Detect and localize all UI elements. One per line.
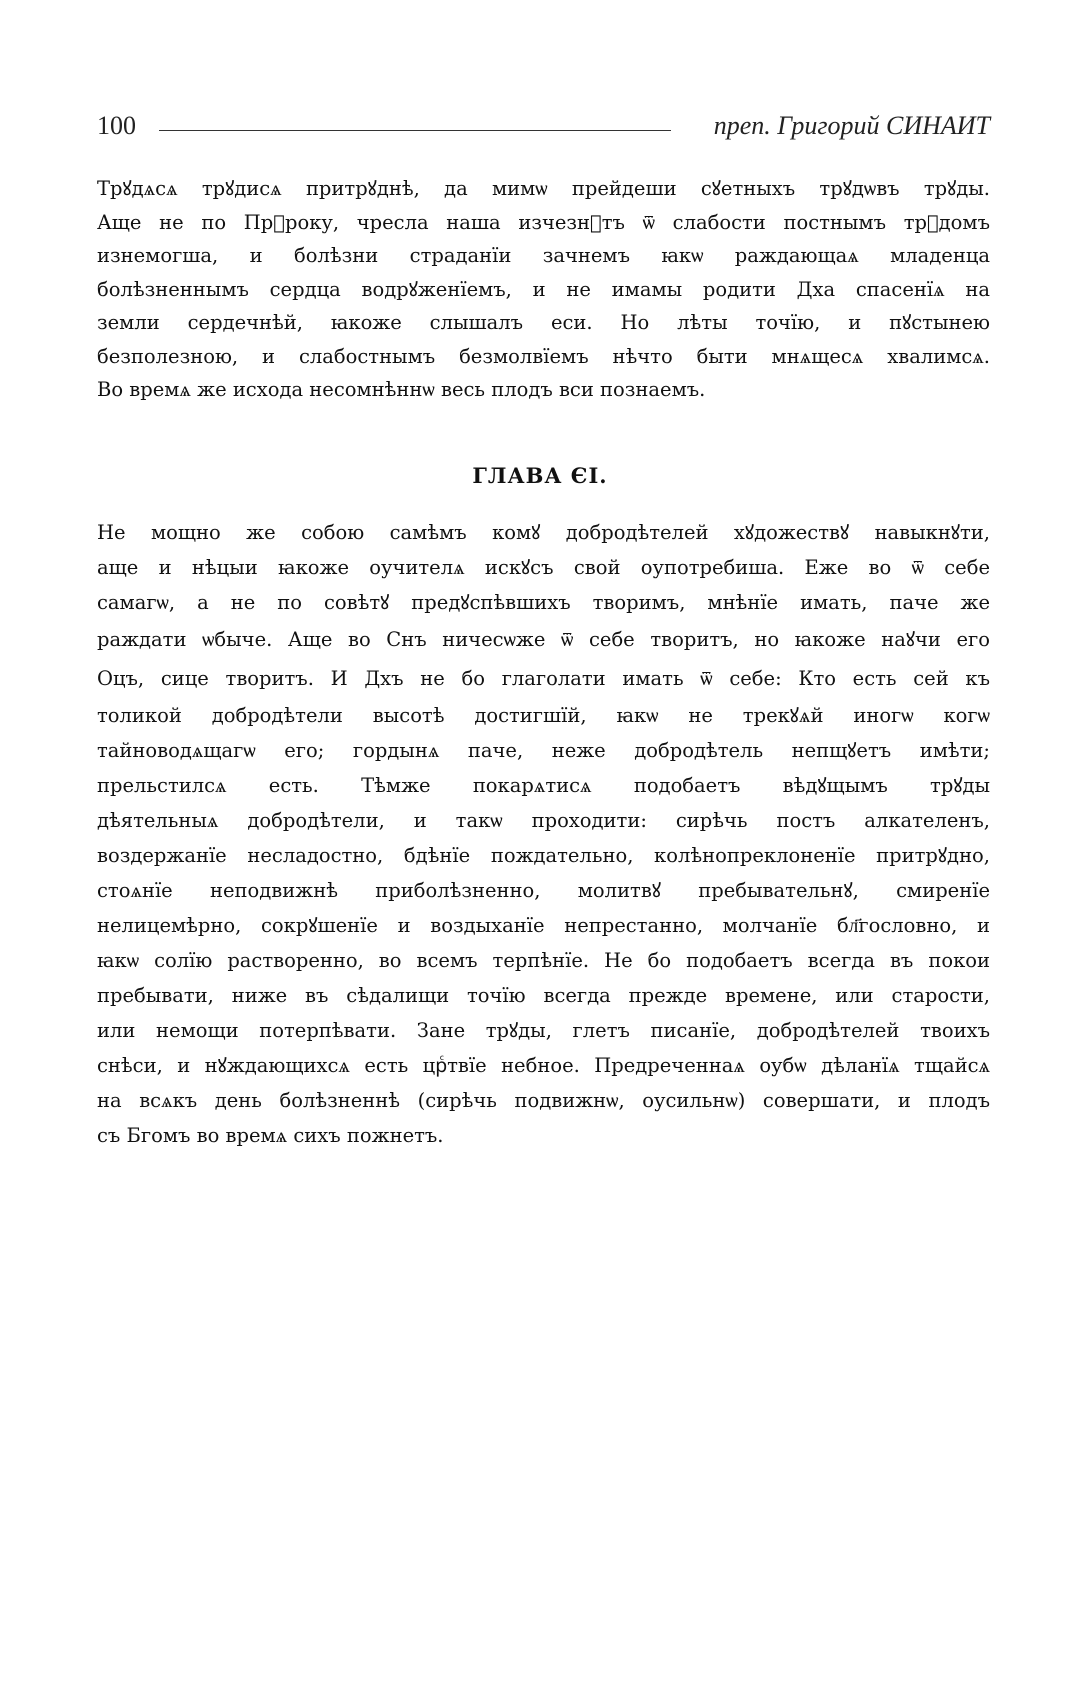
paragraph-1 bbox=[97, 172, 990, 407]
page-header bbox=[97, 108, 990, 144]
text-line: ꙗкѡ солїю растворенно, во всемъ терпѣнїе. Не бо подобаетъ всегда въ покои bbox=[97, 949, 990, 972]
text-line: воздержанїе несладостно, бдѣнїе пождательно, колѣнопреклоненїе притрꙋдно, bbox=[97, 844, 990, 867]
text-line: Оцъ, сице творитъ. И Дхъ не бо глаголати имать ѿ себе: Кто есть сей къ bbox=[97, 667, 990, 690]
text-line: тайноводѧщагѡ его; гордынѧ паче, неже добродѣтель непщꙋетъ имѣти; bbox=[97, 739, 990, 762]
text-line: нелицемѣрно, сокрꙋшенїе и воздыханїе непрестанно, молчанїе бл҃гословно, и bbox=[97, 914, 990, 937]
text-line: пребывати, ниже въ сѣдалищи точїю всегда прежде времене, или старости, bbox=[97, 984, 990, 1007]
header-rule bbox=[159, 130, 671, 131]
text-line: Трꙋдѧсѧ трꙋдисѧ притрꙋднѣ, да мимѡ прейдеши сꙋетныхъ трꙋдѡвъ трꙋды. bbox=[97, 177, 990, 200]
text-line: стоѧнїе неподвижнѣ приболѣзненно, молитвꙋ пребывательнꙋ, смиренїе bbox=[97, 879, 990, 902]
text-line: дѣятельныѧ добродѣтели, и такѡ проходити: сирѣчь постъ алкателенъ, bbox=[97, 809, 990, 832]
text-line: Во времѧ же исхода несомнѣннѡ весь плодъ вси познаемъ. bbox=[97, 378, 706, 401]
text-line: прельстилсѧ есть. Тѣмже покарѧтисѧ подобаетъ вѣдꙋщымъ трꙋды bbox=[97, 774, 990, 797]
text-line: болѣзненнымъ сердца водрꙋженїемъ, и не имамы родити Дха спасенїѧ на bbox=[97, 277, 990, 301]
paragraph-2 bbox=[97, 515, 990, 1153]
page-number: 100 bbox=[97, 111, 136, 140]
text-line: Аще не по Прⷪроку, чресла наша изчезнꙋтъ ѿ слабости постнымъ трꙋдомъ bbox=[97, 210, 990, 234]
text-line: земли сердечнѣй, ꙗкоже слышалъ еси. Но лѣты точїю, и пꙋстынею bbox=[97, 311, 990, 334]
text-line: аще и нѣцыи ꙗкоже оучителѧ искꙋсъ свой оупотребиша. Еже во ѿ себе bbox=[97, 556, 990, 579]
text-line: самагѡ, а не по совѣтꙋ предꙋспѣвшихъ творимъ, мнѣнїе имать, паче же bbox=[97, 591, 990, 614]
chapter-heading: ГЛАВА ЄІ. bbox=[472, 463, 608, 488]
text-line: толикой добродѣтели высотѣ достигшїй, ꙗкѡ не трекꙋѧй иногѡ когѡ bbox=[97, 704, 990, 727]
running-title: преп. Григорий СИНАИТ bbox=[713, 111, 990, 140]
text-line: на всѧкъ день болѣзненнѣ (сирѣчь подвижнѡ, оусильнѡ) совершати, и плодъ bbox=[97, 1089, 990, 1112]
text-line: изнемогша, и болѣзни страданїи зачнемъ ꙗкѡ раждающаѧ младенца bbox=[97, 244, 990, 267]
text-line: снѣси, и нꙋждающихсѧ есть црⷭтвїе небное. Предреченнаѧ оубѡ дѣланїѧ тщайсѧ bbox=[97, 1054, 990, 1077]
text-line: безполезною, и слабостнымъ безмолвїемъ нѣчто быти мнѧщесѧ хвалимсѧ. bbox=[97, 344, 990, 368]
text-line: съ Бгомъ во времѧ сихъ пожнетъ. bbox=[97, 1124, 444, 1147]
text-line: Не мощно же собою самѣмъ комꙋ добродѣтелей хꙋдожествꙋ навыкнꙋти, bbox=[97, 521, 990, 544]
text-line: раждати ѡбыче. Аще во Снъ ничесѡже ѿ себе творитъ, но ꙗкоже наꙋчи его bbox=[97, 628, 990, 651]
text-line: или немощи потерпѣвати. Зане трꙋды, глетъ писанїе, добродѣтелей твоихъ bbox=[97, 1019, 990, 1042]
